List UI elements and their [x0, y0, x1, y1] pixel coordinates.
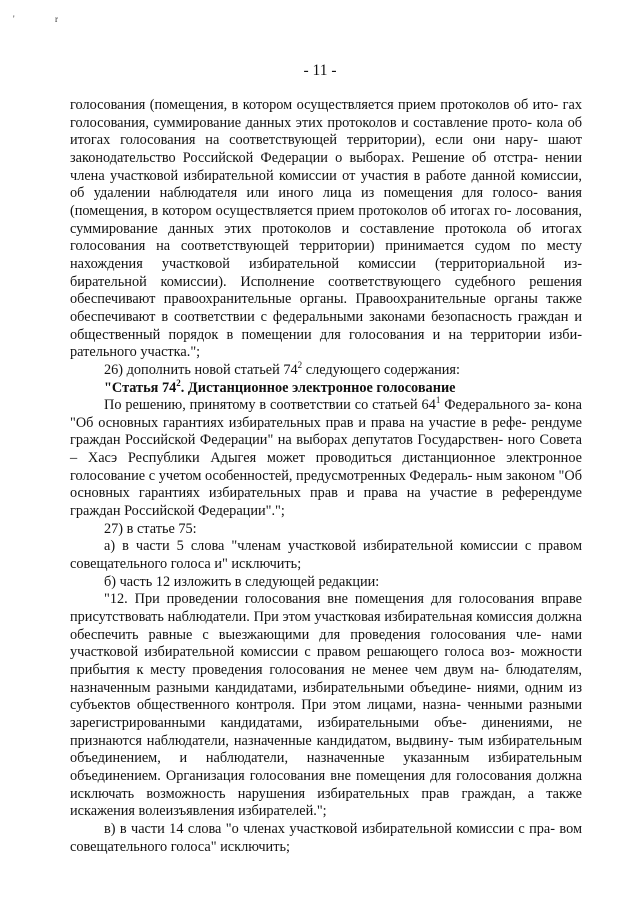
paragraph-p8	[70, 591, 582, 821]
superscript: 1	[435, 395, 441, 406]
paragraph-text: "Статья 74	[104, 379, 177, 396]
paragraph-p4	[70, 397, 582, 521]
paragraph-text: По решению, принятому в соответствии со статьей 64	[104, 397, 436, 414]
paragraph-text: в) в части 14 слова "о членах участковой избирательной комиссии с пра- вом совещательного голоса" исключить;	[70, 820, 582, 855]
paragraph-text: 26) дополнить новой статьей 74	[104, 361, 298, 378]
paragraph-text: голосования (помещения, в котором осуществляется прием протоколов об ито- гах голосования, суммирование данных этих протоколов и составление прото- кола об итогах голосования на соответствующей территории), если они нару- шают законодательство Российской Федерации о выборах. Решение об отстра- нении члена участковой избирательной комиссии от участия в работе данной комиссии, об удалении наблюдателя или иного лица из помещения для голосо- вания (помещения, в котором осуществляется прием протоколов об итогах го- лосования, суммирование данных этих протоколов и составление протокола об итогах голосования на соответствующей территории) принимается судом по месту нахождения участковой избирательной комиссии (территориальной из- бирательной комиссии). Исполнение соответствующего судебного решения обеспечивают правоохранительные органы. Правоохранительные органы также обеспечивают в соответствии с федеральными законами безопасность граждан и общественный порядок в помещении для голосования и на территории изби- рательного участка.";	[70, 97, 582, 361]
paragraph-text: Федерального за- кона "Об основных гарантиях избирательных прав и права на участие в рефе- рендуме граждан Российской Федерации" на выборах депутатов Государствен- ного Совета – Хасэ Республики Адыгея может проводиться дистанционное электронное голосование с учетом особенностей, предусмотренных Федераль- ным законом "Об основных гарантиях избирательных прав и права на участие в референдуме граждан Российской Федерации".";	[70, 397, 582, 520]
superscript: 2	[176, 377, 181, 388]
paragraph-text: "12. При проведении голосования вне помещения для голосования вправе присутствовать наблюдатели. При этом участковая избирательная комиссия должна обеспечить равные с выезжающими для проведения голосования чле- нами участковой избирательной комиссии с правом решающего голоса воз- можности прибытия к месту проведения голосования не менее чем двум на- блюдателям, назначенным разными кандидатами, избирательными объедине- ниями, одним из субъектов общественного контроля. При этом лицами, назна- ченными разными зарегистрированными кандидатами, избирательными объе- динениями, не признаются наблюдатели, назначенные кандидатом, выдвину- тым избирательным объединением, и наблюдатели, назначенные указанным избирательным объединением. Организация голосования вне помещения для голосования должна исключать возможность нарушения избирательных прав граждан, а также искажения волеизъявления избирателей.";	[70, 591, 582, 820]
paragraph-p7	[70, 574, 582, 592]
paragraph-text: следующего содержания:	[302, 361, 460, 378]
paragraph-text: а) в части 5 слова "членам участковой избирательной комиссии с правом совещательного голоса и" исключить;	[70, 538, 582, 573]
paragraph-p3	[70, 377, 582, 398]
paragraph-p1	[70, 97, 582, 362]
paragraph-text: 27) в статье 75:	[104, 520, 197, 537]
paragraph-text: . Дистанционное электронное голосование	[180, 379, 456, 396]
paragraph-p6	[70, 538, 582, 573]
paragraph-p9	[70, 821, 582, 856]
scan-mark-right: r	[55, 14, 58, 24]
paragraph-text: б) часть 12 изложить в следующей редакции:	[104, 573, 380, 590]
document-body	[70, 97, 582, 856]
page-number: - 11 -	[303, 62, 337, 79]
paragraph-p2	[70, 362, 582, 380]
superscript: 2	[297, 360, 303, 371]
paragraph-p5	[70, 521, 582, 539]
scan-mark-left: '	[13, 14, 15, 24]
